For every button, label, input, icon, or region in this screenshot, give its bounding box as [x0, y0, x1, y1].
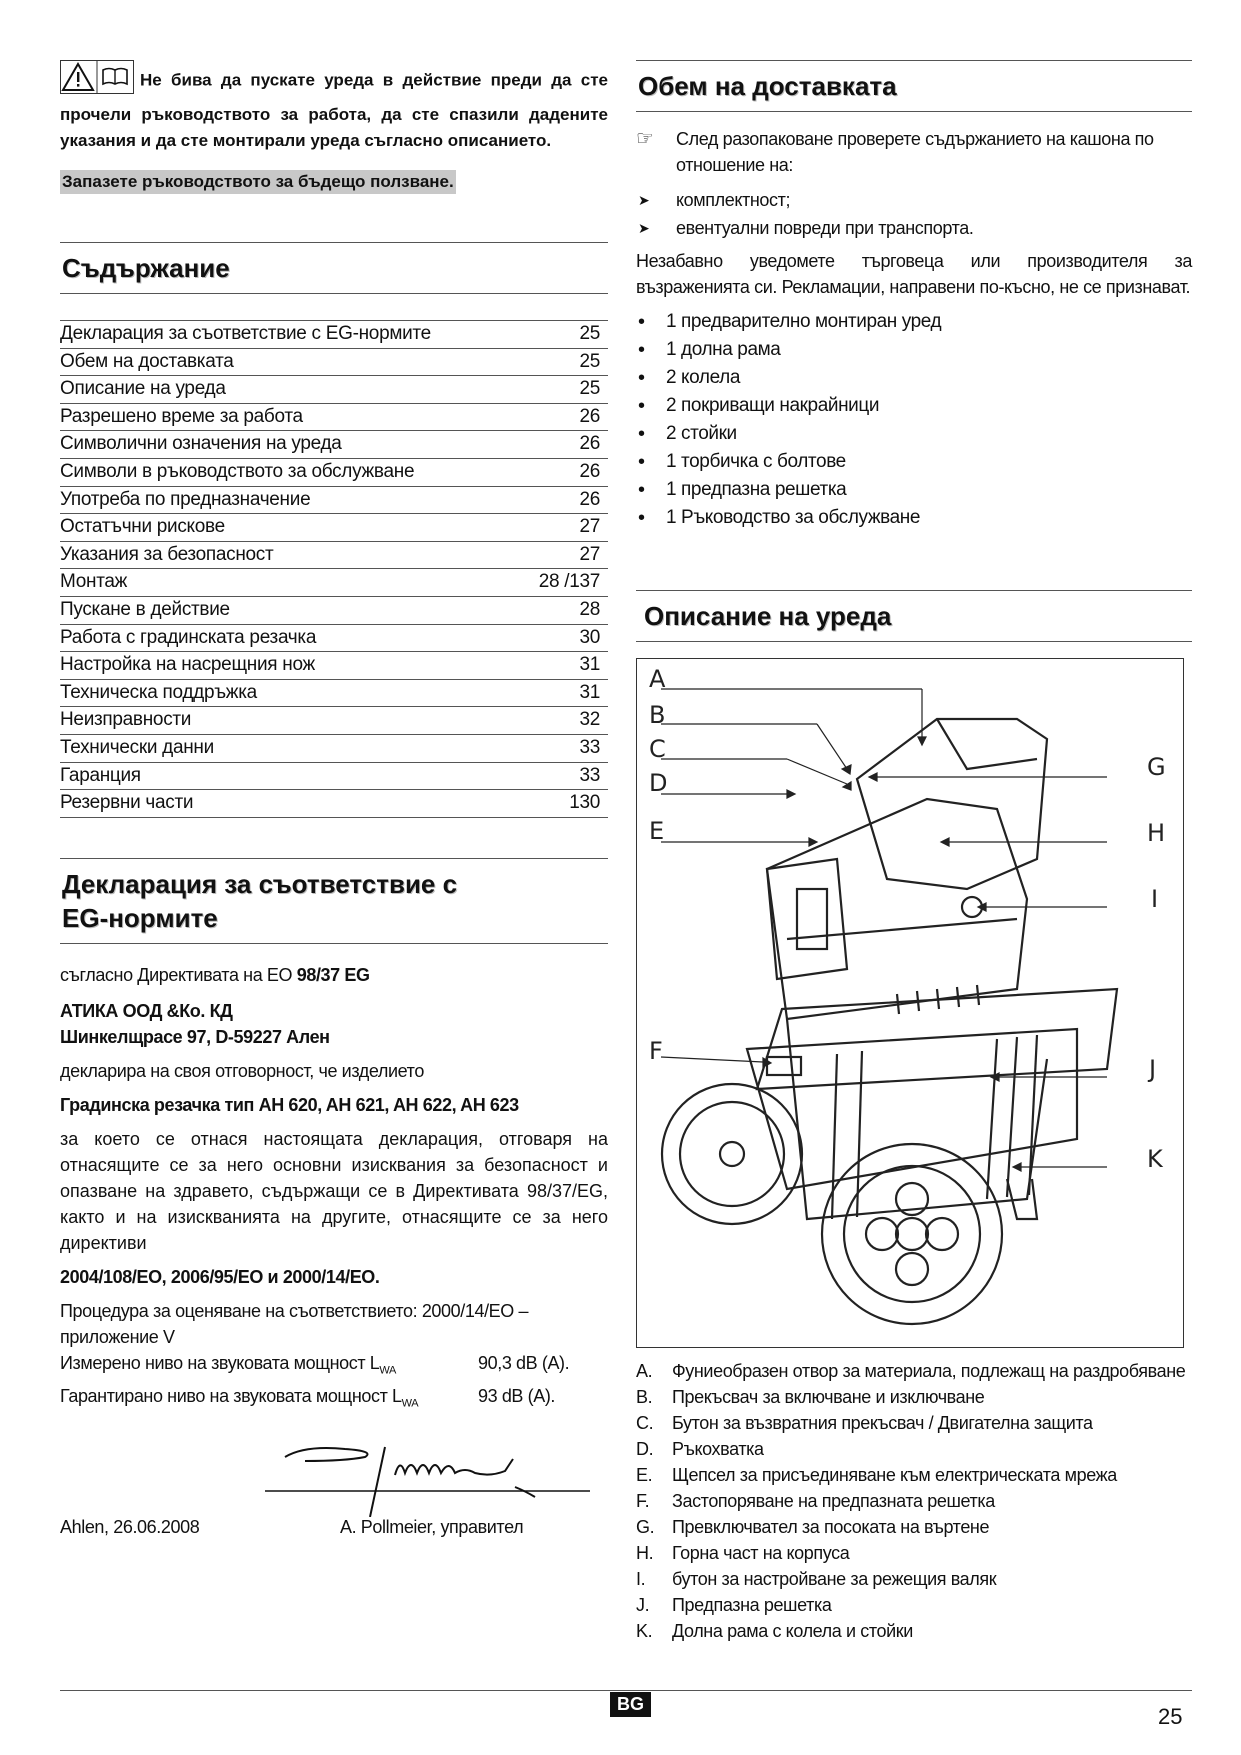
toc-page: 25	[579, 323, 600, 344]
measured-label: Измерено ниво на звуковата мощност L	[60, 1352, 380, 1373]
procedure-text: Процедура за оценяване на съответствието: 2000/14/EO – приложение V	[60, 1300, 529, 1347]
toc-row[interactable]	[60, 542, 608, 570]
delivery-item: • 2 колела	[636, 364, 1192, 392]
toc-label: Гаранция	[60, 764, 141, 786]
page-number: 25	[1158, 1704, 1183, 1729]
toc-row[interactable]	[60, 763, 608, 791]
language-badge: BG	[610, 1692, 651, 1717]
figure-label-i: I	[1151, 885, 1159, 913]
signature-image	[265, 1427, 595, 1517]
legend-item	[636, 1592, 1192, 1618]
toc-page: 28 /137	[538, 571, 600, 593]
warning-triangle-book-icon	[60, 60, 134, 94]
legend-item	[636, 1436, 1192, 1462]
figure-label-e: E	[649, 817, 665, 845]
legend-key: J.	[636, 1595, 650, 1615]
guaranteed-sound-level	[60, 1383, 608, 1417]
toc-label: Резервни части	[60, 792, 194, 814]
toc-page: 33	[579, 736, 600, 758]
toc-row[interactable]	[60, 597, 608, 625]
description-heading: Описание на уреда	[636, 590, 1192, 642]
toc-label: Работа с градинската резачка	[60, 626, 317, 648]
toc-row[interactable]	[60, 349, 608, 377]
legend-item	[636, 1410, 1192, 1436]
legend-text: Превключвател за посоката на въртене	[672, 1517, 990, 1537]
legend-text: Предпазна решетка	[672, 1595, 832, 1615]
toc-page: 130	[569, 792, 600, 814]
legend-key: B.	[636, 1387, 653, 1407]
legend-key: D.	[636, 1439, 654, 1459]
toc-page: 32	[579, 709, 600, 731]
legend-text: Долна рама с колела и стойки	[672, 1621, 913, 1641]
declaration-body	[60, 962, 608, 1547]
toc-row[interactable]	[60, 652, 608, 680]
toc-page: 25	[579, 378, 600, 400]
legend-item	[636, 1462, 1192, 1488]
toc-row[interactable]	[60, 376, 608, 404]
directive-line	[60, 962, 608, 988]
legend-item	[636, 1488, 1192, 1514]
toc-label: Остатъчни рискове	[60, 516, 225, 538]
declaration-text: за което се отнася настоящата декларация, отговаря на отнасящите се за него основни изисквания за безопасност и опазване на здравето, съдържащи се в Директивата 98/37/EG, както и на изискванията на другите, отнасящите се за него директиви	[60, 1128, 608, 1253]
delivery-checks	[636, 186, 1192, 242]
toc-page: 30	[579, 626, 600, 648]
toc-label: Неизправности	[60, 709, 192, 731]
toc-label: Пускане в действие	[60, 598, 230, 620]
measured-sub: WA	[379, 1364, 396, 1377]
delivery-check-item: ➤ евентуални повреди при транспорта.	[636, 214, 1192, 242]
delivery-item: • 2 покриващи накрайници	[636, 392, 1192, 420]
delivery-notice: Незабавно уведомете търговеца или производителя за възраженията си. Рекламации, направени по-късно, не се признават.	[636, 251, 1192, 297]
toc-label: Описание на уреда	[60, 378, 226, 400]
keep-manual-note: Запазете ръководството за бъдещо ползване.	[60, 170, 456, 194]
legend-item	[636, 1618, 1192, 1644]
toc-page: 25	[579, 350, 600, 372]
toc-row[interactable]	[60, 790, 608, 818]
delivery-intro	[636, 126, 1192, 178]
toc-label: Указания за безопасност	[60, 543, 274, 565]
guaranteed-sub: WA	[401, 1397, 419, 1410]
legend-text: Фуниеобразен отвор за материала, подлежащ на раздробяване	[672, 1361, 1186, 1381]
legend-item	[636, 1566, 1192, 1592]
legend-item	[636, 1514, 1192, 1540]
garden-shredder-illustration	[637, 659, 1183, 1347]
figure-label-a: A	[649, 665, 666, 693]
figure-label-b: B	[649, 701, 666, 729]
guaranteed-value: 93 dB (A).	[478, 1386, 556, 1407]
legend-key: A.	[636, 1361, 653, 1381]
toc-row[interactable]	[60, 404, 608, 432]
toc-page: 33	[579, 764, 600, 786]
legend-item	[636, 1358, 1192, 1384]
legend-key: I.	[636, 1569, 646, 1589]
toc-label: Монтаж	[60, 571, 128, 593]
toc-page: 26	[579, 488, 600, 510]
signature-block	[60, 1427, 608, 1547]
measured-value: 90,3 dB (A).	[478, 1352, 570, 1373]
delivery-heading: Обем на доставката	[636, 60, 1192, 112]
left-column	[60, 60, 608, 1547]
toc-label: Обем на доставката	[60, 350, 234, 372]
toc-row[interactable]	[60, 569, 608, 597]
toc-row[interactable]	[60, 625, 608, 653]
figure-label-f: F	[649, 1037, 663, 1065]
legend-item	[636, 1384, 1192, 1410]
toc-label: Символични означения на уреда	[60, 433, 342, 455]
directive-prefix: съгласно Директивата на ЕО	[60, 964, 297, 985]
figure-label-k: K	[1147, 1145, 1163, 1173]
delivery-items	[636, 308, 1192, 532]
signatory: A. Pollmeier, управител	[340, 1516, 524, 1537]
toc-label: Техническа поддръжка	[60, 681, 257, 703]
figure-label-g: G	[1147, 753, 1166, 781]
toc-label: Употреба по предназначение	[60, 488, 311, 510]
legend-text: Щепсел за присъединяване към електрическата мрежа	[672, 1465, 1117, 1485]
declaration-heading-line2: EG-нормите	[62, 902, 218, 933]
directive-number: 98/37 EG	[296, 964, 370, 985]
legend-text: Горна част на корпуса	[672, 1543, 850, 1563]
toc-label: Декларация за съответствие с EG-нормите	[60, 323, 431, 344]
toc-page: 26	[579, 460, 600, 482]
legend-text: Прекъсвач за включване и изключване	[672, 1387, 985, 1407]
company-address: Шинкелщрасе 97, D-59227 Ален	[60, 1026, 330, 1047]
directives-list: 2004/108/EO, 2006/95/EO и 2000/14/EO.	[60, 1266, 380, 1287]
toc-page: 31	[579, 681, 600, 703]
guaranteed-label: Гарантирано ниво на звуковата мощност L	[60, 1386, 402, 1407]
legend-key: C.	[636, 1413, 654, 1433]
figure-label-d: D	[649, 769, 668, 797]
toc-label: Разрешено време за работа	[60, 405, 303, 427]
device-figure	[636, 658, 1184, 1348]
product-line: Градинска резачка тип AH 620, AH 621, AH 622, AH 623	[60, 1094, 519, 1115]
delivery-item: • 1 предпазна решетка	[636, 476, 1192, 504]
delivery-item: • 1 торбичка с болтове	[636, 448, 1192, 476]
toc-page: 31	[579, 654, 600, 676]
place-date: Ahlen, 26.06.2008	[60, 1516, 200, 1537]
toc-row[interactable]	[60, 487, 608, 515]
figure-label-h: H	[1147, 819, 1166, 847]
declaration-heading	[60, 858, 608, 944]
legend-text: Застопоряване на предпазната решетка	[672, 1491, 995, 1511]
pointing-hand-icon: ☞	[636, 128, 654, 150]
toc-label: Технически данни	[60, 736, 214, 758]
declares-text: декларира на своя отговорност, че изделието	[60, 1060, 424, 1081]
toc-row[interactable]	[60, 707, 608, 735]
toc-row[interactable]	[60, 514, 608, 542]
declaration-heading-line1: Декларация за съответствие с	[62, 868, 458, 899]
legend-key: K.	[636, 1621, 653, 1641]
toc-label: Символи в ръководството за обслужване	[60, 460, 415, 482]
toc-page: 26	[579, 433, 600, 455]
delivery-item: • 1 долна рама	[636, 336, 1192, 364]
contents-heading: Съдържание	[60, 242, 608, 294]
warning-icons	[60, 60, 134, 102]
toc-row[interactable]	[60, 735, 608, 763]
legend-text: бутон за настройване за режещия валяк	[672, 1569, 997, 1589]
right-column	[636, 60, 1192, 1641]
figure-label-j: J	[1149, 1055, 1157, 1083]
toc-label: Настройка на насрещния нож	[60, 654, 315, 676]
delivery-item: • 1 предварително монтиран уред	[636, 308, 1192, 336]
table-of-contents	[60, 320, 608, 818]
toc-page: 28	[579, 598, 600, 620]
toc-row[interactable]	[60, 680, 608, 708]
legend-key: G.	[636, 1517, 655, 1537]
legend-text: Ръкохватка	[672, 1439, 764, 1459]
delivery-item: • 1 Ръководство за обслужване	[636, 504, 1192, 532]
delivery-check-item: ➤ комплектност;	[636, 186, 1192, 214]
safety-warning	[60, 60, 608, 154]
legend-item	[636, 1540, 1192, 1566]
toc-row[interactable]	[60, 431, 608, 459]
toc-page: 27	[579, 543, 600, 565]
warning-text: Не бива да пускате уреда в действие преди да сте прочели ръководството за работа, да сте спазили дадените указания и да сте монтирали уреда съгласно описанието.	[60, 70, 608, 150]
legend-key: E.	[636, 1465, 653, 1485]
figure-legend	[636, 1358, 1192, 1644]
figure-label-c: C	[649, 735, 666, 763]
measured-sound-level	[60, 1350, 608, 1384]
delivery-intro-text: След разопаковане проверете съдържанието на кашона по отношение на:	[676, 129, 1154, 175]
toc-row[interactable]	[60, 321, 608, 349]
delivery-item: • 2 стойки	[636, 420, 1192, 448]
toc-page: 26	[579, 405, 600, 427]
legend-text: Бутон за възвратния прекъсвач / Двигателна защита	[672, 1413, 1093, 1433]
company-name: АТИКА ООД &Ко. КД	[60, 1000, 233, 1021]
legend-key: F.	[636, 1491, 650, 1511]
toc-row[interactable]	[60, 459, 608, 487]
toc-page: 27	[579, 516, 600, 538]
legend-key: H.	[636, 1543, 654, 1563]
footer-rule	[60, 1690, 1192, 1691]
